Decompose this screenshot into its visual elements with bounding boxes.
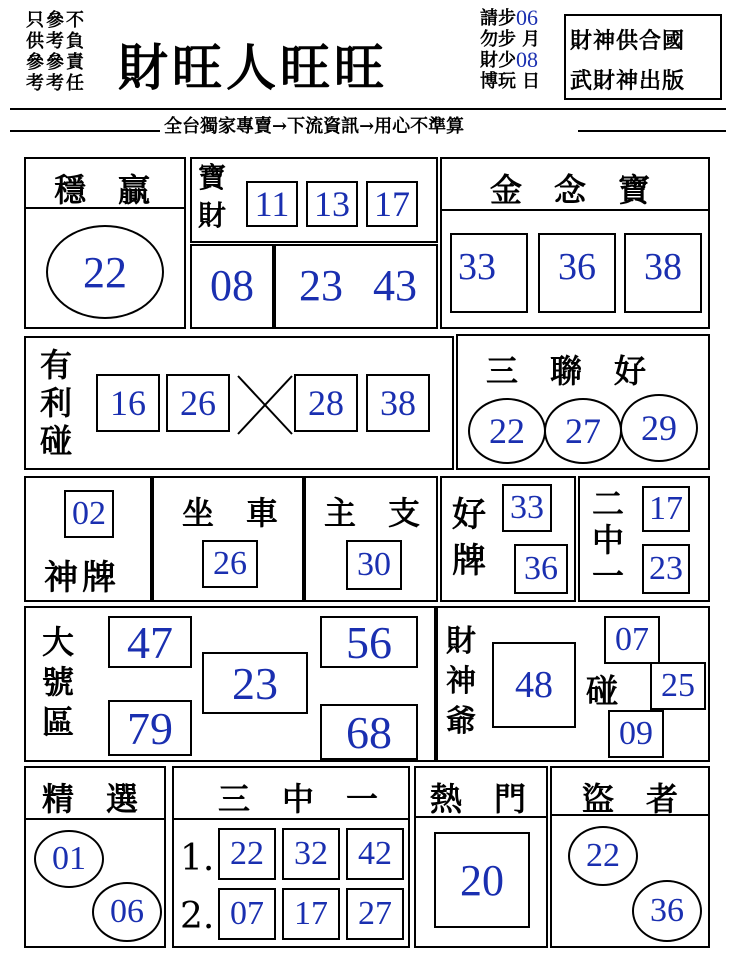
caishenye-peng-num: 07: [604, 616, 660, 664]
note-char: 玩: [498, 71, 516, 92]
disclaimer: [26, 10, 96, 94]
caishenye-peng-label: 碰: [586, 672, 619, 710]
sanlianhao-panel: [456, 334, 710, 470]
caishenye-panel: [436, 606, 710, 762]
remen-panel: [414, 766, 548, 948]
wenying-panel: [24, 157, 186, 329]
caishenye-peng-num: 09: [608, 710, 664, 758]
jinnianbao-num: 36: [538, 233, 616, 313]
baocai-panel: [190, 157, 438, 243]
baocai-num: 13: [306, 181, 358, 227]
sanzhongyi-num: 27: [346, 888, 404, 940]
tagline-rule-left: [10, 130, 160, 132]
publisher-line-1: 財神供合國: [570, 28, 686, 54]
jinnianbao-num: 38: [624, 233, 702, 313]
jinnianbao-label: 金 念 寶: [490, 171, 651, 209]
zhuzhi-num: 30: [346, 540, 402, 590]
dahaoqu-num: 79: [108, 700, 192, 756]
tagline-rule-right: [578, 130, 726, 132]
erzhongyi-label: 二中一: [592, 485, 625, 595]
youlipeng-num: 26: [166, 374, 230, 432]
dahaoqu-num: 47: [108, 616, 192, 668]
sanzhongyi-index: 2.: [180, 896, 215, 937]
dahaoqu-panel: [24, 606, 436, 762]
baocai-num: 17: [366, 181, 418, 227]
disclaimer-line: 考考任: [26, 73, 86, 94]
shenpai-panel: [24, 476, 152, 602]
divider: [174, 818, 408, 820]
sanzhongyi-num: 32: [282, 828, 340, 880]
youlipeng-panel: [24, 336, 454, 470]
baocai-row2-num: 08: [210, 261, 254, 310]
baocai-num: 11: [246, 181, 298, 227]
divider: [442, 209, 708, 211]
haopai-num: 36: [514, 544, 568, 594]
note-char: 步: [498, 8, 516, 29]
disclaimer-line: 參參責: [26, 52, 86, 73]
caishenye-label: 財神爺: [446, 624, 476, 739]
youlipeng-label: 有利碰: [40, 346, 73, 460]
zuoche-label: 坐 車: [182, 494, 279, 532]
sanzhongyi-label: 三 中 一: [218, 780, 379, 818]
note-block: [480, 5, 562, 92]
dahaoqu-num: 68: [320, 704, 418, 760]
note-char: 財: [480, 50, 498, 71]
zuoche-panel: [152, 476, 304, 602]
disclaimer-line: 只參不: [26, 10, 86, 31]
youlipeng-num: 16: [96, 374, 160, 432]
disclaimer-line: 供考負: [26, 31, 86, 52]
erzhongyi-num: 17: [642, 486, 690, 532]
wenying-label: 穩 贏: [54, 171, 151, 209]
note-value: 日: [522, 71, 540, 92]
jingxuan-circle: 01: [34, 830, 104, 888]
note-char: 請: [480, 8, 498, 29]
note-char: 少: [498, 50, 516, 71]
sanzhongyi-num: 22: [218, 828, 276, 880]
header-rule: [10, 108, 726, 110]
erzhongyi-num: 23: [642, 544, 690, 594]
remen-num: 20: [434, 832, 530, 928]
daozhe-circle: 22: [568, 826, 638, 886]
baocai-row2-b: [274, 244, 438, 329]
note-value: 月: [522, 29, 540, 50]
erzhongyi-panel: [578, 476, 710, 602]
publisher-box: [564, 14, 722, 100]
sanzhongyi-num: 42: [346, 828, 404, 880]
baocai-row2-num: 43: [373, 261, 417, 310]
divider: [552, 814, 708, 816]
publisher-line-2: 武財神出版: [570, 68, 686, 94]
divider: [26, 207, 184, 209]
dahaoqu-label: 大號區: [42, 623, 75, 741]
haopai-label: 好牌: [452, 495, 486, 581]
daozhe-label: 盜 者: [582, 780, 679, 818]
sanlianhao-circle: 27: [544, 398, 622, 464]
note-value: 08: [516, 47, 538, 72]
haopai-num: 33: [502, 484, 552, 532]
sanzhongyi-num: 17: [282, 888, 340, 940]
sanlianhao-label: 三 聯 好: [486, 352, 647, 390]
baocai-row2-num: 23: [299, 261, 343, 310]
jinnianbao-num: 33: [450, 233, 528, 313]
caishenye-peng-num: 25: [650, 662, 706, 710]
zuoche-num: 26: [202, 540, 258, 588]
note-char: 博: [480, 71, 498, 92]
dahaoqu-num: 56: [320, 616, 418, 668]
jinnianbao-panel: [440, 157, 710, 329]
haopai-panel: [440, 476, 576, 602]
zhuzhi-panel: [304, 476, 438, 602]
jingxuan-circle: 06: [92, 882, 162, 942]
divider: [26, 818, 164, 820]
sanlianhao-circle: 29: [620, 394, 698, 462]
wenying-circle: 22: [46, 225, 164, 319]
note-char: 步: [498, 29, 516, 50]
caishenye-num: 48: [492, 642, 576, 728]
youlipeng-num: 28: [294, 374, 358, 432]
zhuzhi-label: 主 支: [324, 494, 421, 532]
tagline: 全台獨家專賣→下流資訊→用心不準算: [164, 116, 465, 137]
cross-icon: [236, 374, 294, 436]
shenpai-num: 02: [64, 490, 114, 538]
note-char: 勿: [480, 29, 498, 50]
shenpai-label: 神牌: [44, 558, 120, 598]
sanzhongyi-num: 07: [218, 888, 276, 940]
baocai-row2-a: [190, 244, 274, 329]
daozhe-panel: [550, 766, 710, 948]
divider: [416, 816, 546, 818]
youlipeng-num: 38: [366, 374, 430, 432]
jingxuan-panel: [24, 766, 166, 948]
note-value: 06: [516, 5, 538, 30]
sanzhongyi-panel: [172, 766, 410, 948]
baocai-label: 寶財: [198, 161, 227, 232]
dahaoqu-num: 23: [202, 652, 308, 714]
jingxuan-label: 精 選: [42, 780, 139, 818]
sanlianhao-circle: 22: [468, 398, 546, 464]
remen-label: 熱 門: [430, 780, 527, 818]
sanzhongyi-index: 1.: [180, 838, 215, 879]
daozhe-circle: 36: [632, 880, 702, 942]
page-title: 財旺人旺旺: [118, 38, 388, 97]
